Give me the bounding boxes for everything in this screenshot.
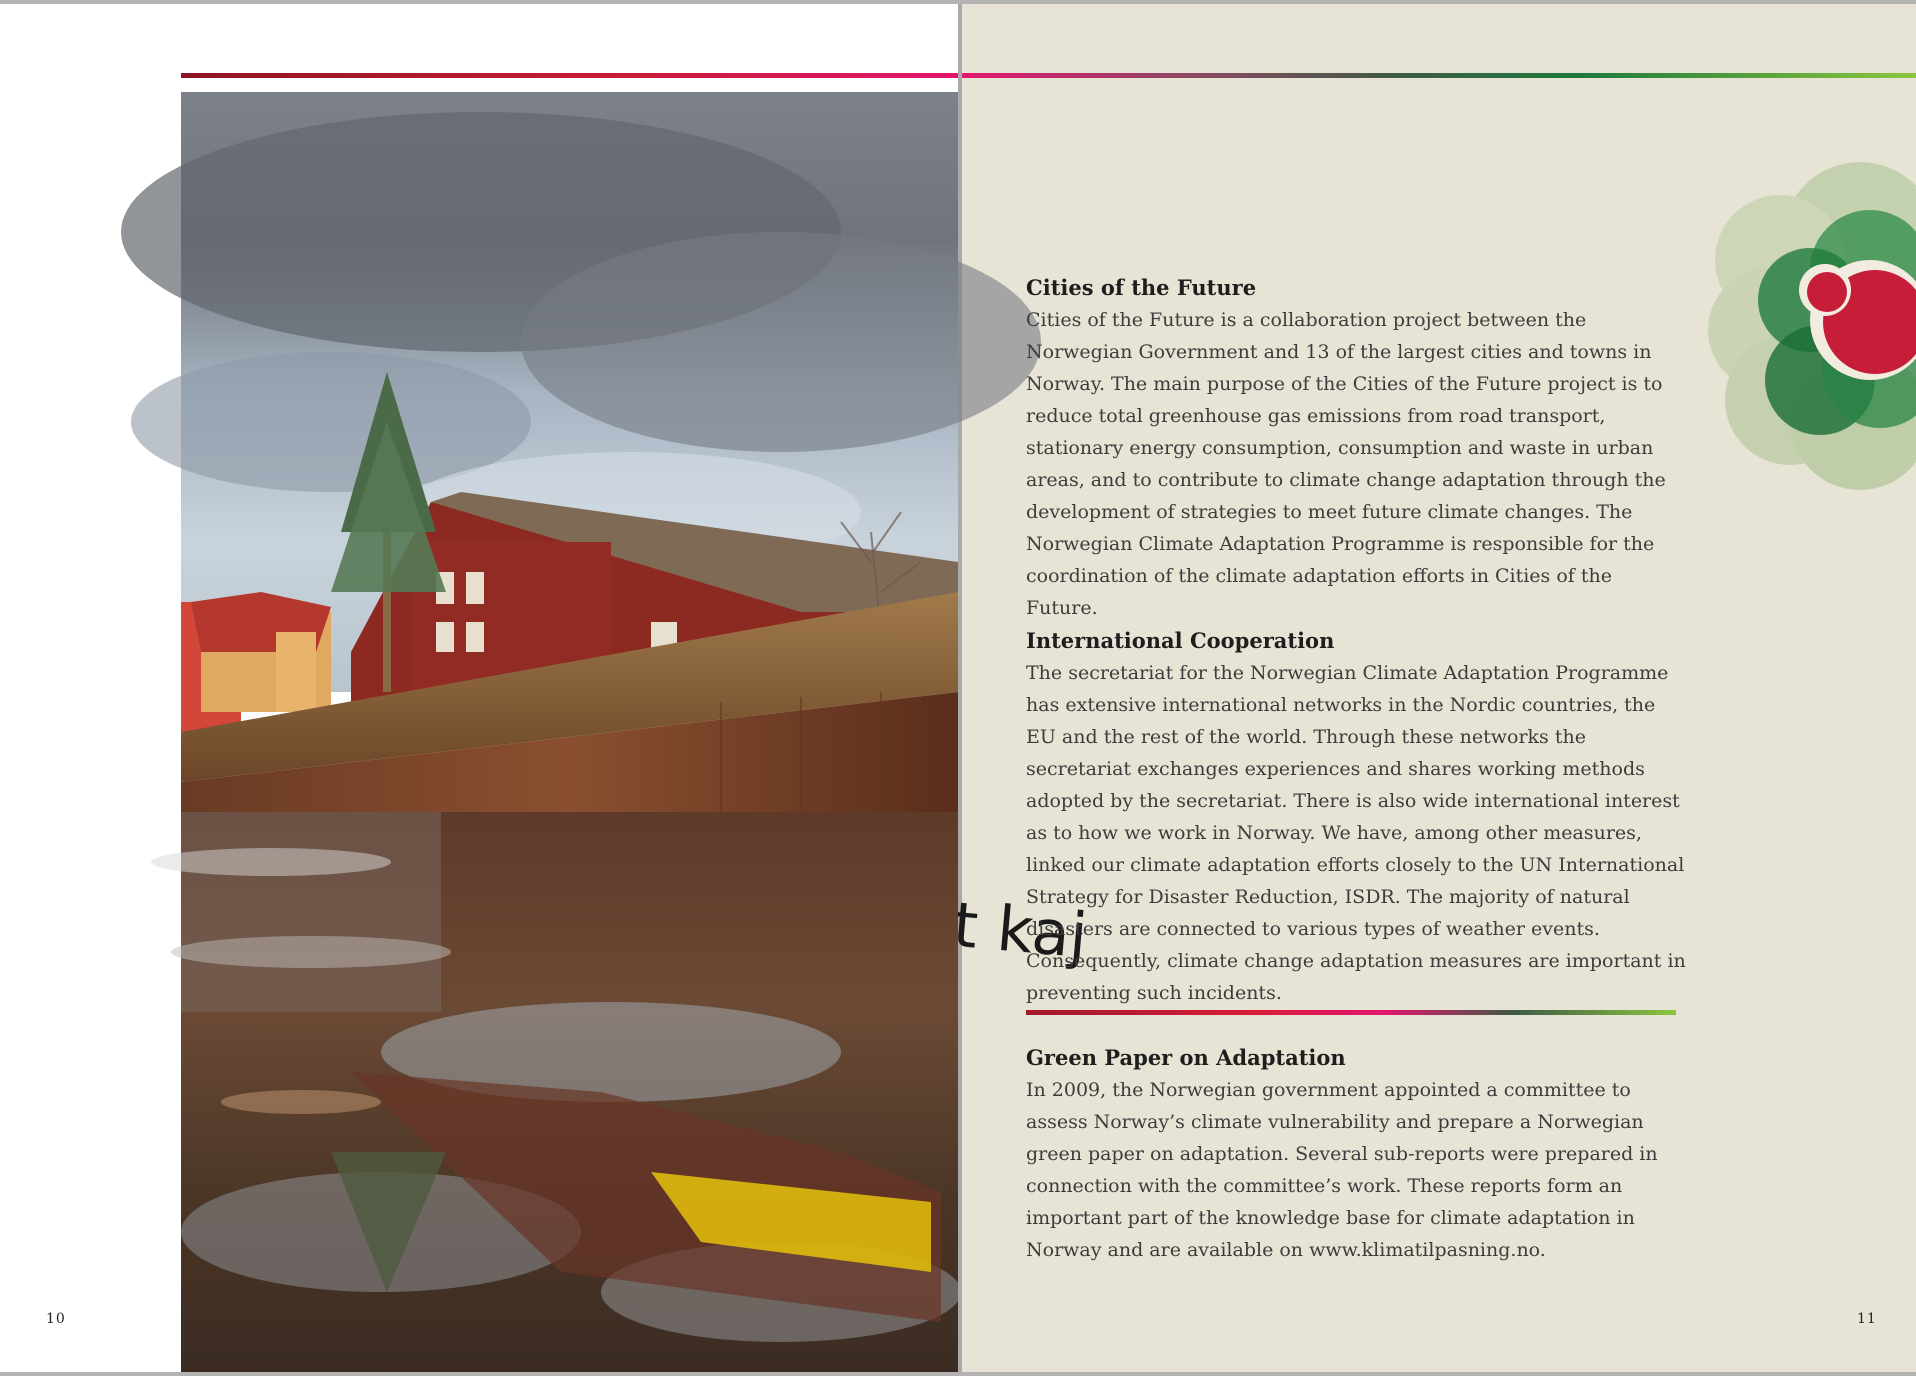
- section-heading: Cities of the Future: [1026, 275, 1257, 300]
- bottom-border: [0, 1372, 1916, 1376]
- page-number-right: 11: [1857, 1311, 1877, 1327]
- flooded-harbour-photo: [181, 92, 1091, 1372]
- section-body: In 2009, the Norwegian government appointed a committee to assess Norway’s climate vulnerability and prepare a Norwegian green paper on adaptation. Several sub-reports were prepared in connection with the committee’s work. These reports form an important part of the knowledge base for climate adaptation in Norway and are available on www.klimatilpasning.no.: [1026, 1079, 1658, 1261]
- section-heading: International Cooperation: [1026, 628, 1335, 653]
- flower-logo: [1710, 150, 1916, 490]
- section-body: The secretariat for the Norwegian Climate Adaptation Programme has extensive international networks in the Nordic countries, the EU and the rest of the world. Through these networks the secretariat exchanges experiences and shares working methods adopted by the secretariat. There is also wide international interest as to how we work in Norway. We have, among other measures, linked our climate adaptation efforts closely to the UN International Strategy for Disaster Reduction, ISDR. The majority of natural disasters are connected to various types of weather events. Consequently, climate change adaptation measures are important in preventing such incidents.: [1026, 662, 1686, 1004]
- section-body: Cities of the Future is a collaboration project between the Norwegian Government and 13 of the largest cities and towns in Norway. The main purpose of the Cities of the Future project is to reduce total greenhouse gas emissions from road transport, stationary energy consumption, consumption and waste in urban areas, and to contribute to climate change adaptation through the development of strategies to meet future climate changes. The Norwegian Climate Adaptation Programme is responsible for the coordination of the climate adaptation efforts in Cities of the Future.: [1026, 309, 1666, 619]
- page-spine: [958, 4, 962, 1372]
- flooded-harbour-photo-icon: [181, 92, 1091, 1372]
- flower-logo-icon: [1710, 150, 1916, 490]
- section-international-cooperation: [1026, 625, 1686, 1009]
- svg-text:med baug mot kaj: kaj: [994, 891, 1091, 973]
- section-heading: Green Paper on Adaptation: [1026, 1045, 1346, 1070]
- page-number-left: 10: [46, 1311, 66, 1327]
- left-color-rule: [181, 73, 958, 78]
- right-color-rule: [962, 73, 1916, 78]
- section-divider-rule: [1026, 1010, 1676, 1015]
- section-green-paper: [1026, 1042, 1686, 1266]
- section-cities-of-the-future: [1026, 272, 1686, 624]
